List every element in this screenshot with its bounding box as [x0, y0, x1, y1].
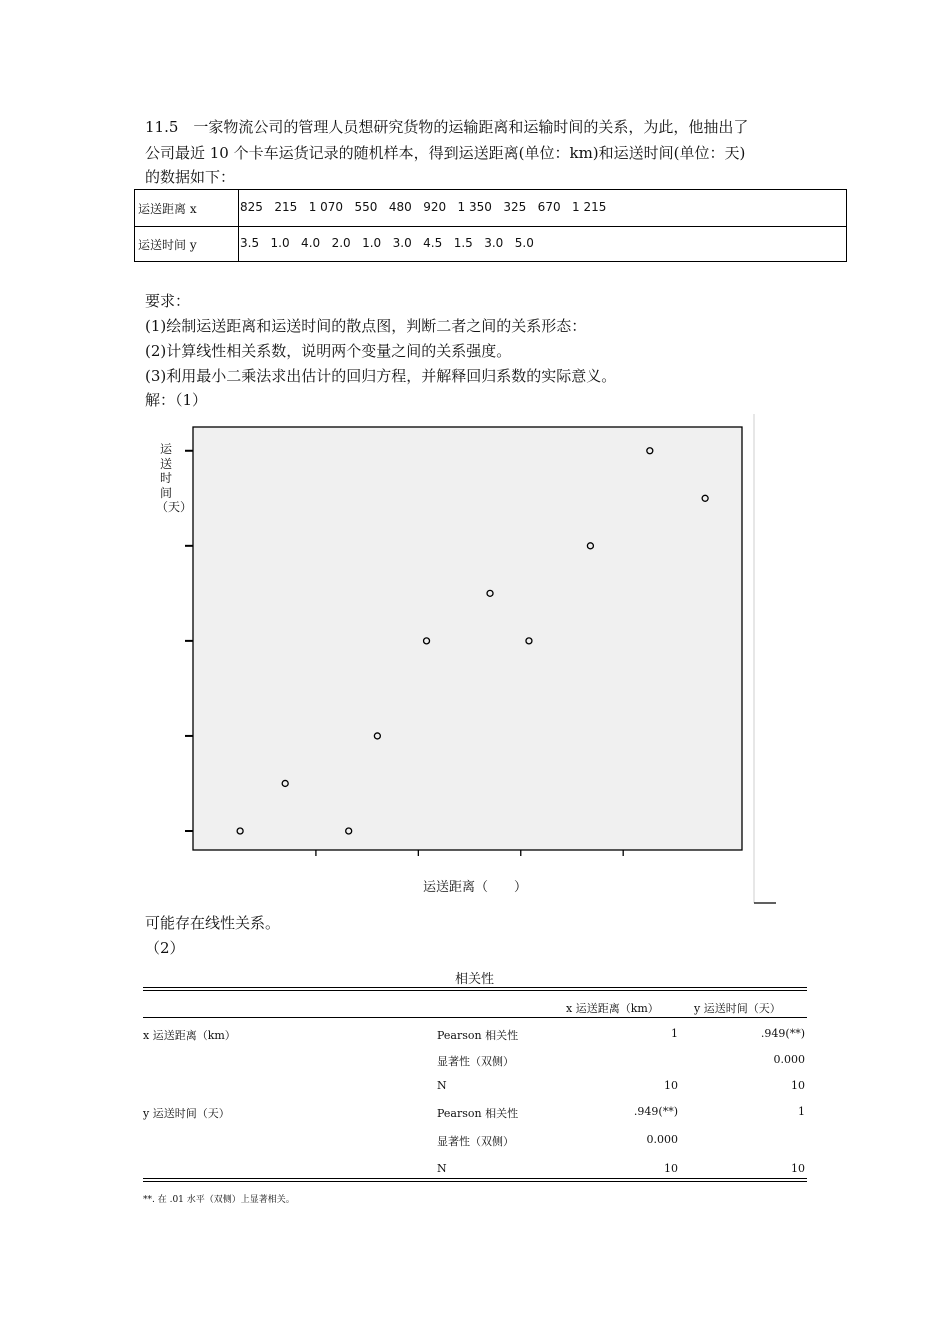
cell-c1: 10	[664, 1079, 678, 1092]
row-values-distance: 825 215 1 070 550 480 920 1 350 325 670 1 215	[240, 200, 607, 214]
requirement-3: (3)利用最小二乘法求出估计的回归方程，并解释回归系数的实际意义。	[145, 367, 617, 385]
requirement-2: (2)计算线性相关系数，说明两个变量之间的关系强度。	[145, 342, 512, 360]
cell-c2: 0.000	[773, 1053, 805, 1066]
cell-c2: 1	[798, 1105, 805, 1118]
cell-c2: .949(**)	[760, 1027, 805, 1040]
col-header-y: y 运送时间（天）	[694, 1002, 781, 1015]
cell-c2: 10	[791, 1162, 805, 1175]
intro-line-3: 的数据如下：	[145, 168, 236, 186]
top-rule	[143, 987, 807, 988]
row-stat-label: 显著性（双侧）	[437, 1135, 514, 1148]
bottom-rule	[143, 1178, 807, 1179]
header-rule	[143, 1017, 807, 1018]
row-var-label: y 运送时间（天）	[143, 1107, 230, 1120]
part-2-label: （2）	[145, 939, 185, 957]
top-rule-double	[143, 990, 807, 991]
cell-c1: 0.000	[646, 1133, 678, 1146]
cell-c1: 10	[664, 1162, 678, 1175]
y-axis-label: 运送时间（天）	[156, 442, 193, 514]
conclusion-text: 可能存在线性关系。	[145, 914, 281, 932]
row-label-time: 运送时间 y	[138, 238, 197, 252]
cell-c2: 10	[791, 1079, 805, 1092]
row-stat-label: N	[437, 1079, 447, 1092]
requirement-1: (1)绘制运送距离和运送时间的散点图，判断二者之间的关系形态：	[145, 317, 587, 335]
cell-c1: .949(**)	[633, 1105, 678, 1118]
correlation-title: 相关性	[455, 972, 495, 987]
x-axis-label: 运送距离（ ）	[423, 880, 528, 895]
row-stat-label: Pearson 相关性	[437, 1029, 519, 1042]
row-stat-label: Pearson 相关性	[437, 1107, 519, 1120]
bottom-rule-double	[143, 1181, 807, 1182]
row-var-label: x 运送距离（km）	[143, 1029, 236, 1042]
row-label-distance: 运送距离 x	[138, 202, 197, 216]
row-stat-label: N	[437, 1162, 447, 1175]
x-ticks	[316, 850, 623, 856]
row-stat-label: 显著性（双侧）	[437, 1055, 514, 1068]
plot-area	[193, 427, 742, 850]
row-values-time: 3.5 1.0 4.0 2.0 1.0 3.0 4.5 1.5 3.0 5.0	[240, 236, 534, 250]
intro-line-2: 公司最近 10 个卡车运货记录的随机样本，得到运送距离(单位：km)和运送时间(单位：天)	[145, 144, 746, 162]
requirements-heading: 要求：	[145, 292, 191, 310]
footnote: **. 在 .01 水平（双侧）上显著相关。	[143, 1195, 295, 1205]
col-header-x: x 运送距离（km）	[566, 1002, 659, 1015]
cell-c1: 1	[671, 1027, 678, 1040]
intro-line-1: 11.5 一家物流公司的管理人员想研究货物的运输距离和运输时间的关系，为此，他抽出了	[145, 118, 749, 136]
solution-label: 解：（1）	[145, 391, 208, 409]
